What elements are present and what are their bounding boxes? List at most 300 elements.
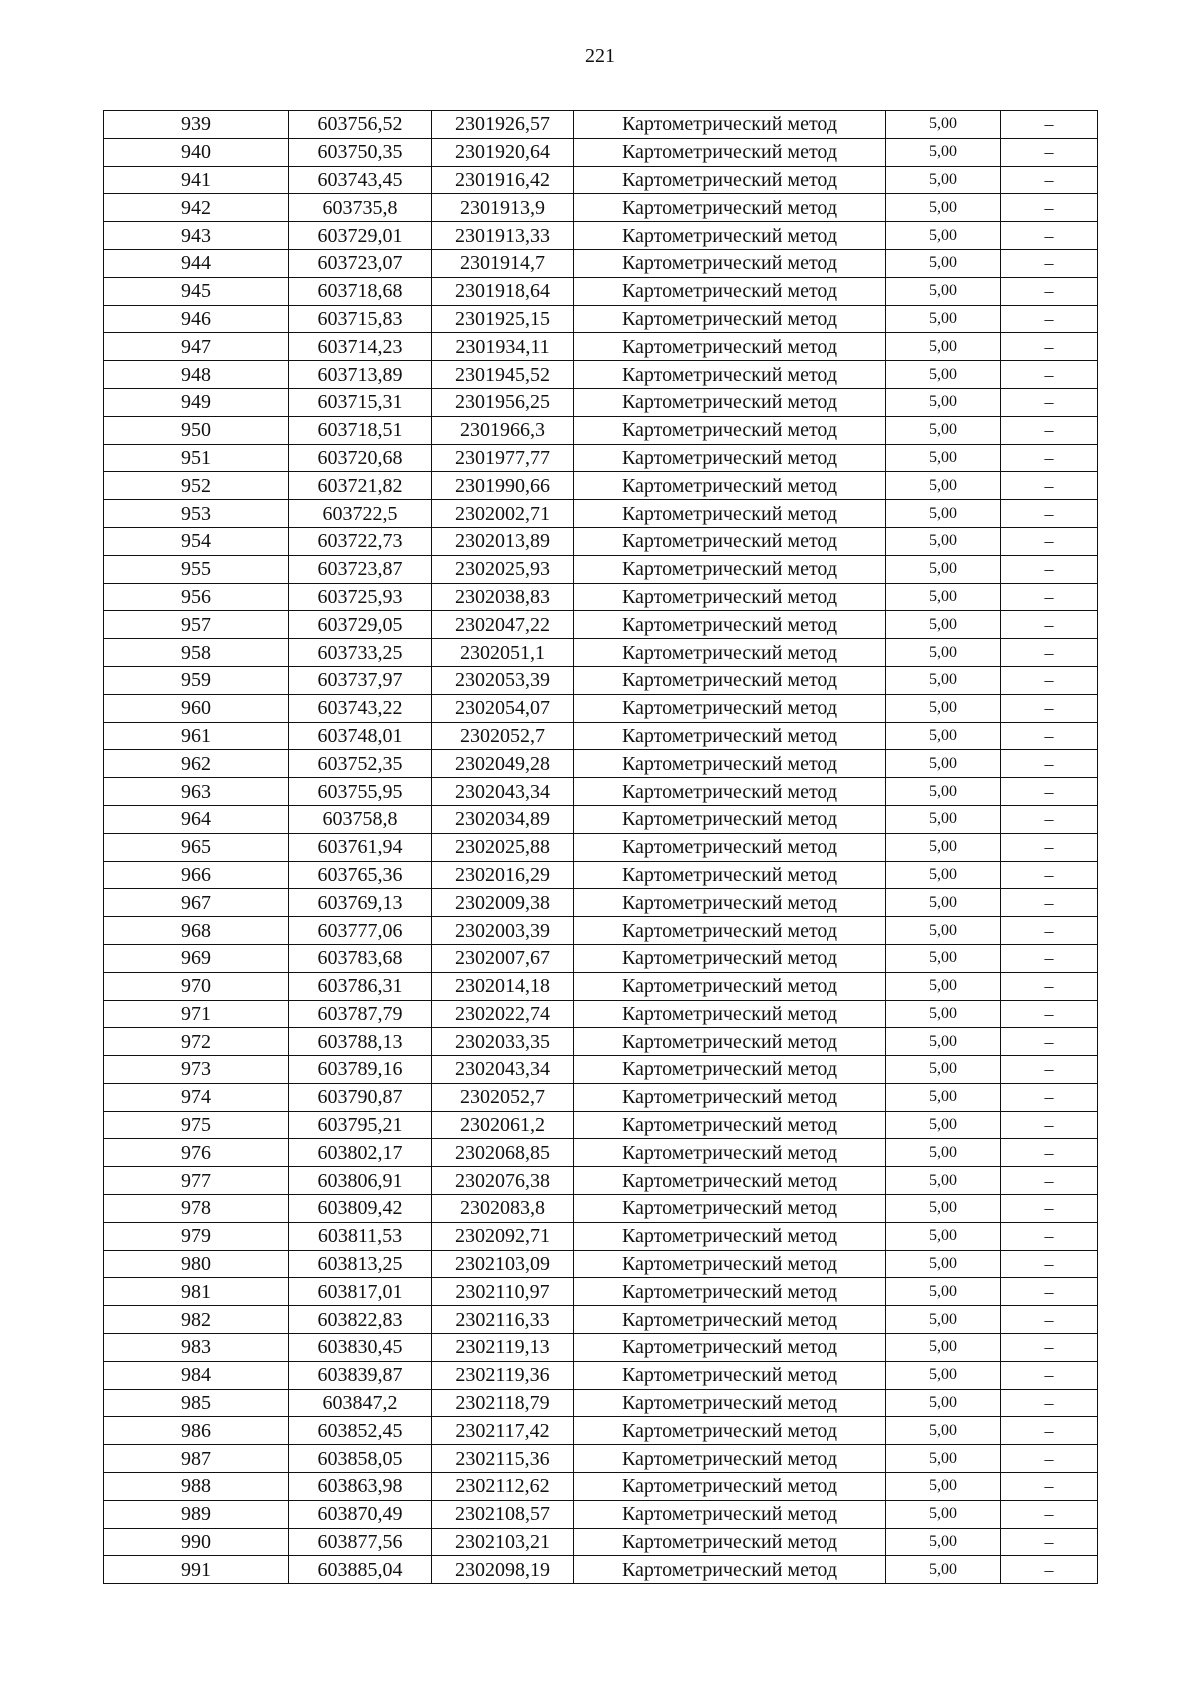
x-coordinate-cell: 603885,04 — [289, 1556, 432, 1584]
y-coordinate-cell: 2301934,11 — [432, 333, 574, 361]
x-coordinate-cell: 603852,45 — [289, 1417, 432, 1445]
empty-value-cell: – — [1001, 666, 1098, 694]
method-cell: Картометрический метод — [574, 1111, 886, 1139]
y-coordinate-cell: 2302112,62 — [432, 1473, 574, 1501]
table-row — [104, 944, 1098, 972]
point-number-cell: 978 — [104, 1195, 289, 1223]
x-coordinate-cell: 603722,73 — [289, 527, 432, 555]
y-coordinate-cell: 2302117,42 — [432, 1417, 574, 1445]
table-row — [104, 1306, 1098, 1334]
method-cell: Картометрический метод — [574, 1167, 886, 1195]
point-number-cell: 988 — [104, 1473, 289, 1501]
x-coordinate-cell: 603737,97 — [289, 666, 432, 694]
x-coordinate-cell: 603718,68 — [289, 277, 432, 305]
method-cell: Картометрический метод — [574, 1083, 886, 1111]
empty-value-cell: – — [1001, 1167, 1098, 1195]
table-row — [104, 166, 1098, 194]
method-cell: Картометрический метод — [574, 1250, 886, 1278]
method-cell: Картометрический метод — [574, 639, 886, 667]
empty-value-cell: – — [1001, 1445, 1098, 1473]
accuracy-cell: 5,00 — [886, 666, 1001, 694]
accuracy-cell: 5,00 — [886, 1334, 1001, 1362]
y-coordinate-cell: 2302014,18 — [432, 972, 574, 1000]
x-coordinate-cell: 603723,87 — [289, 555, 432, 583]
method-cell: Картометрический метод — [574, 472, 886, 500]
accuracy-cell: 5,00 — [886, 861, 1001, 889]
y-coordinate-cell: 2301913,9 — [432, 194, 574, 222]
table-row — [104, 555, 1098, 583]
method-cell: Картометрический метод — [574, 1278, 886, 1306]
point-number-cell: 953 — [104, 500, 289, 528]
y-coordinate-cell: 2302054,07 — [432, 694, 574, 722]
accuracy-cell: 5,00 — [886, 1389, 1001, 1417]
accuracy-cell: 5,00 — [886, 889, 1001, 917]
x-coordinate-cell: 603830,45 — [289, 1334, 432, 1362]
y-coordinate-cell: 2302103,09 — [432, 1250, 574, 1278]
method-cell: Картометрический метод — [574, 1139, 886, 1167]
method-cell: Картометрический метод — [574, 1056, 886, 1084]
y-coordinate-cell: 2301913,33 — [432, 222, 574, 250]
empty-value-cell: – — [1001, 1500, 1098, 1528]
y-coordinate-cell: 2301945,52 — [432, 361, 574, 389]
x-coordinate-cell: 603729,01 — [289, 222, 432, 250]
point-number-cell: 979 — [104, 1222, 289, 1250]
empty-value-cell: – — [1001, 1334, 1098, 1362]
table-row — [104, 333, 1098, 361]
point-number-cell: 971 — [104, 1000, 289, 1028]
x-coordinate-cell: 603721,82 — [289, 472, 432, 500]
empty-value-cell: – — [1001, 861, 1098, 889]
x-coordinate-cell: 603729,05 — [289, 611, 432, 639]
empty-value-cell: – — [1001, 583, 1098, 611]
method-cell: Картометрический метод — [574, 1334, 886, 1362]
point-number-cell: 942 — [104, 194, 289, 222]
x-coordinate-cell: 603790,87 — [289, 1083, 432, 1111]
empty-value-cell: – — [1001, 1473, 1098, 1501]
point-number-cell: 958 — [104, 639, 289, 667]
y-coordinate-cell: 2302108,57 — [432, 1500, 574, 1528]
x-coordinate-cell: 603839,87 — [289, 1361, 432, 1389]
x-coordinate-cell: 603795,21 — [289, 1111, 432, 1139]
y-coordinate-cell: 2302007,67 — [432, 944, 574, 972]
x-coordinate-cell: 603755,95 — [289, 778, 432, 806]
accuracy-cell: 5,00 — [886, 1195, 1001, 1223]
empty-value-cell: – — [1001, 917, 1098, 945]
empty-value-cell: – — [1001, 444, 1098, 472]
method-cell: Картометрический метод — [574, 222, 886, 250]
empty-value-cell: – — [1001, 778, 1098, 806]
empty-value-cell: – — [1001, 1195, 1098, 1223]
x-coordinate-cell: 603756,52 — [289, 111, 432, 139]
y-coordinate-cell: 2302016,29 — [432, 861, 574, 889]
table-row — [104, 722, 1098, 750]
empty-value-cell: – — [1001, 1556, 1098, 1584]
method-cell: Картометрический метод — [574, 694, 886, 722]
point-number-cell: 949 — [104, 388, 289, 416]
empty-value-cell: – — [1001, 555, 1098, 583]
empty-value-cell: – — [1001, 1528, 1098, 1556]
accuracy-cell: 5,00 — [886, 1083, 1001, 1111]
method-cell: Картометрический метод — [574, 527, 886, 555]
table-row — [104, 194, 1098, 222]
point-number-cell: 969 — [104, 944, 289, 972]
accuracy-cell: 5,00 — [886, 611, 1001, 639]
point-number-cell: 943 — [104, 222, 289, 250]
x-coordinate-cell: 603761,94 — [289, 833, 432, 861]
method-cell: Картометрический метод — [574, 833, 886, 861]
y-coordinate-cell: 2301916,42 — [432, 166, 574, 194]
y-coordinate-cell: 2302009,38 — [432, 889, 574, 917]
x-coordinate-cell: 603847,2 — [289, 1389, 432, 1417]
table-row — [104, 1028, 1098, 1056]
y-coordinate-cell: 2302083,8 — [432, 1195, 574, 1223]
point-number-cell: 975 — [104, 1111, 289, 1139]
point-number-cell: 974 — [104, 1083, 289, 1111]
point-number-cell: 962 — [104, 750, 289, 778]
page-number: 221 — [585, 45, 615, 67]
point-number-cell: 959 — [104, 666, 289, 694]
table-row — [104, 1556, 1098, 1584]
point-number-cell: 945 — [104, 277, 289, 305]
method-cell: Картометрический метод — [574, 972, 886, 1000]
accuracy-cell: 5,00 — [886, 1250, 1001, 1278]
point-number-cell: 972 — [104, 1028, 289, 1056]
y-coordinate-cell: 2301918,64 — [432, 277, 574, 305]
method-cell: Картометрический метод — [574, 611, 886, 639]
accuracy-cell: 5,00 — [886, 1278, 1001, 1306]
x-coordinate-cell: 603811,53 — [289, 1222, 432, 1250]
method-cell: Картометрический метод — [574, 1195, 886, 1223]
x-coordinate-cell: 603786,31 — [289, 972, 432, 1000]
empty-value-cell: – — [1001, 166, 1098, 194]
x-coordinate-cell: 603858,05 — [289, 1445, 432, 1473]
x-coordinate-cell: 603813,25 — [289, 1250, 432, 1278]
method-cell: Картометрический метод — [574, 805, 886, 833]
point-number-cell: 966 — [104, 861, 289, 889]
y-coordinate-cell: 2302118,79 — [432, 1389, 574, 1417]
x-coordinate-cell: 603789,16 — [289, 1056, 432, 1084]
point-number-cell: 977 — [104, 1167, 289, 1195]
x-coordinate-cell: 603750,35 — [289, 138, 432, 166]
point-number-cell: 965 — [104, 833, 289, 861]
accuracy-cell: 5,00 — [886, 388, 1001, 416]
y-coordinate-cell: 2302033,35 — [432, 1028, 574, 1056]
empty-value-cell: – — [1001, 111, 1098, 139]
accuracy-cell: 5,00 — [886, 1556, 1001, 1584]
method-cell: Картометрический метод — [574, 750, 886, 778]
accuracy-cell: 5,00 — [886, 1528, 1001, 1556]
accuracy-cell: 5,00 — [886, 1139, 1001, 1167]
accuracy-cell: 5,00 — [886, 1167, 1001, 1195]
y-coordinate-cell: 2302047,22 — [432, 611, 574, 639]
empty-value-cell: – — [1001, 972, 1098, 1000]
point-number-cell: 976 — [104, 1139, 289, 1167]
point-number-cell: 947 — [104, 333, 289, 361]
table-row — [104, 639, 1098, 667]
point-number-cell: 986 — [104, 1417, 289, 1445]
method-cell: Картометрический метод — [574, 138, 886, 166]
method-cell: Картометрический метод — [574, 361, 886, 389]
y-coordinate-cell: 2302103,21 — [432, 1528, 574, 1556]
method-cell: Картометрический метод — [574, 249, 886, 277]
accuracy-cell: 5,00 — [886, 166, 1001, 194]
empty-value-cell: – — [1001, 1111, 1098, 1139]
point-number-cell: 946 — [104, 305, 289, 333]
method-cell: Картометрический метод — [574, 500, 886, 528]
table-row — [104, 249, 1098, 277]
y-coordinate-cell: 2302076,38 — [432, 1167, 574, 1195]
table-row — [104, 388, 1098, 416]
y-coordinate-cell: 2302013,89 — [432, 527, 574, 555]
method-cell: Картометрический метод — [574, 583, 886, 611]
x-coordinate-cell: 603806,91 — [289, 1167, 432, 1195]
x-coordinate-cell: 603822,83 — [289, 1306, 432, 1334]
table-row — [104, 972, 1098, 1000]
point-number-cell: 960 — [104, 694, 289, 722]
point-number-cell: 964 — [104, 805, 289, 833]
table-row — [104, 416, 1098, 444]
point-number-cell: 963 — [104, 778, 289, 806]
table-row — [104, 305, 1098, 333]
x-coordinate-cell: 603743,45 — [289, 166, 432, 194]
x-coordinate-cell: 603870,49 — [289, 1500, 432, 1528]
empty-value-cell: – — [1001, 1306, 1098, 1334]
y-coordinate-cell: 2302051,1 — [432, 639, 574, 667]
y-coordinate-cell: 2301914,7 — [432, 249, 574, 277]
empty-value-cell: – — [1001, 1250, 1098, 1278]
method-cell: Картометрический метод — [574, 1028, 886, 1056]
method-cell: Картометрический метод — [574, 722, 886, 750]
accuracy-cell: 5,00 — [886, 944, 1001, 972]
x-coordinate-cell: 603723,07 — [289, 249, 432, 277]
x-coordinate-cell: 603733,25 — [289, 639, 432, 667]
method-cell: Картометрический метод — [574, 1500, 886, 1528]
empty-value-cell: – — [1001, 527, 1098, 555]
empty-value-cell: – — [1001, 611, 1098, 639]
y-coordinate-cell: 2302038,83 — [432, 583, 574, 611]
accuracy-cell: 5,00 — [886, 222, 1001, 250]
empty-value-cell: – — [1001, 333, 1098, 361]
point-number-cell: 944 — [104, 249, 289, 277]
point-number-cell: 941 — [104, 166, 289, 194]
method-cell: Картометрический метод — [574, 666, 886, 694]
method-cell: Картометрический метод — [574, 1306, 886, 1334]
empty-value-cell: – — [1001, 1028, 1098, 1056]
table-row — [104, 1139, 1098, 1167]
accuracy-cell: 5,00 — [886, 527, 1001, 555]
accuracy-cell: 5,00 — [886, 555, 1001, 583]
x-coordinate-cell: 603735,8 — [289, 194, 432, 222]
empty-value-cell: – — [1001, 805, 1098, 833]
accuracy-cell: 5,00 — [886, 722, 1001, 750]
table-row — [104, 694, 1098, 722]
table-row — [104, 750, 1098, 778]
empty-value-cell: – — [1001, 500, 1098, 528]
coordinates-table-body — [104, 111, 1098, 1584]
point-number-cell: 989 — [104, 1500, 289, 1528]
empty-value-cell: – — [1001, 1056, 1098, 1084]
y-coordinate-cell: 2301920,64 — [432, 138, 574, 166]
y-coordinate-cell: 2302098,19 — [432, 1556, 574, 1584]
y-coordinate-cell: 2302043,34 — [432, 778, 574, 806]
y-coordinate-cell: 2302025,88 — [432, 833, 574, 861]
empty-value-cell: – — [1001, 1083, 1098, 1111]
table-row — [104, 1389, 1098, 1417]
point-number-cell: 968 — [104, 917, 289, 945]
x-coordinate-cell: 603788,13 — [289, 1028, 432, 1056]
y-coordinate-cell: 2302053,39 — [432, 666, 574, 694]
accuracy-cell: 5,00 — [886, 1361, 1001, 1389]
point-number-cell: 973 — [104, 1056, 289, 1084]
accuracy-cell: 5,00 — [886, 972, 1001, 1000]
accuracy-cell: 5,00 — [886, 750, 1001, 778]
table-row — [104, 1222, 1098, 1250]
table-row — [104, 1334, 1098, 1362]
y-coordinate-cell: 2302068,85 — [432, 1139, 574, 1167]
y-coordinate-cell: 2302116,33 — [432, 1306, 574, 1334]
x-coordinate-cell: 603714,23 — [289, 333, 432, 361]
empty-value-cell: – — [1001, 1000, 1098, 1028]
y-coordinate-cell: 2302092,71 — [432, 1222, 574, 1250]
method-cell: Картометрический метод — [574, 1222, 886, 1250]
y-coordinate-cell: 2302119,36 — [432, 1361, 574, 1389]
table-row — [104, 583, 1098, 611]
x-coordinate-cell: 603777,06 — [289, 917, 432, 945]
table-row — [104, 500, 1098, 528]
empty-value-cell: – — [1001, 722, 1098, 750]
method-cell: Картометрический метод — [574, 444, 886, 472]
point-number-cell: 970 — [104, 972, 289, 1000]
empty-value-cell: – — [1001, 194, 1098, 222]
empty-value-cell: – — [1001, 889, 1098, 917]
y-coordinate-cell: 2302022,74 — [432, 1000, 574, 1028]
table-row — [104, 1361, 1098, 1389]
table-row — [104, 1111, 1098, 1139]
accuracy-cell: 5,00 — [886, 639, 1001, 667]
empty-value-cell: – — [1001, 277, 1098, 305]
y-coordinate-cell: 2302043,34 — [432, 1056, 574, 1084]
empty-value-cell: – — [1001, 416, 1098, 444]
y-coordinate-cell: 2301990,66 — [432, 472, 574, 500]
point-number-cell: 956 — [104, 583, 289, 611]
point-number-cell: 984 — [104, 1361, 289, 1389]
empty-value-cell: – — [1001, 1361, 1098, 1389]
method-cell: Картометрический метод — [574, 555, 886, 583]
x-coordinate-cell: 603722,5 — [289, 500, 432, 528]
method-cell: Картометрический метод — [574, 944, 886, 972]
method-cell: Картометрический метод — [574, 388, 886, 416]
accuracy-cell: 5,00 — [886, 694, 1001, 722]
method-cell: Картометрический метод — [574, 778, 886, 806]
method-cell: Картометрический метод — [574, 1528, 886, 1556]
accuracy-cell: 5,00 — [886, 1222, 1001, 1250]
method-cell: Картометрический метод — [574, 305, 886, 333]
x-coordinate-cell: 603758,8 — [289, 805, 432, 833]
accuracy-cell: 5,00 — [886, 833, 1001, 861]
point-number-cell: 948 — [104, 361, 289, 389]
point-number-cell: 983 — [104, 1334, 289, 1362]
y-coordinate-cell: 2301966,3 — [432, 416, 574, 444]
table-row — [104, 917, 1098, 945]
point-number-cell: 939 — [104, 111, 289, 139]
accuracy-cell: 5,00 — [886, 778, 1001, 806]
empty-value-cell: – — [1001, 750, 1098, 778]
accuracy-cell: 5,00 — [886, 249, 1001, 277]
empty-value-cell: – — [1001, 305, 1098, 333]
table-row — [104, 1083, 1098, 1111]
y-coordinate-cell: 2302061,2 — [432, 1111, 574, 1139]
accuracy-cell: 5,00 — [886, 1000, 1001, 1028]
y-coordinate-cell: 2301977,77 — [432, 444, 574, 472]
table-row — [104, 1250, 1098, 1278]
x-coordinate-cell: 603769,13 — [289, 889, 432, 917]
table-row — [104, 472, 1098, 500]
x-coordinate-cell: 603783,68 — [289, 944, 432, 972]
point-number-cell: 980 — [104, 1250, 289, 1278]
empty-value-cell: – — [1001, 639, 1098, 667]
method-cell: Картометрический метод — [574, 277, 886, 305]
method-cell: Картометрический метод — [574, 1389, 886, 1417]
point-number-cell: 961 — [104, 722, 289, 750]
y-coordinate-cell: 2301926,57 — [432, 111, 574, 139]
y-coordinate-cell: 2301925,15 — [432, 305, 574, 333]
point-number-cell: 982 — [104, 1306, 289, 1334]
empty-value-cell: – — [1001, 1417, 1098, 1445]
point-number-cell: 985 — [104, 1389, 289, 1417]
x-coordinate-cell: 603765,36 — [289, 861, 432, 889]
x-coordinate-cell: 603863,98 — [289, 1473, 432, 1501]
point-number-cell: 940 — [104, 138, 289, 166]
table-row — [104, 444, 1098, 472]
method-cell: Картометрический метод — [574, 917, 886, 945]
table-row — [104, 1167, 1098, 1195]
empty-value-cell: – — [1001, 388, 1098, 416]
y-coordinate-cell: 2302025,93 — [432, 555, 574, 583]
accuracy-cell: 5,00 — [886, 1306, 1001, 1334]
accuracy-cell: 5,00 — [886, 1111, 1001, 1139]
method-cell: Картометрический метод — [574, 333, 886, 361]
method-cell: Картометрический метод — [574, 1000, 886, 1028]
y-coordinate-cell: 2302049,28 — [432, 750, 574, 778]
table-row — [104, 1417, 1098, 1445]
accuracy-cell: 5,00 — [886, 1028, 1001, 1056]
y-coordinate-cell: 2302119,13 — [432, 1334, 574, 1362]
x-coordinate-cell: 603752,35 — [289, 750, 432, 778]
table-row — [104, 611, 1098, 639]
point-number-cell: 955 — [104, 555, 289, 583]
method-cell: Картометрический метод — [574, 1445, 886, 1473]
x-coordinate-cell: 603748,01 — [289, 722, 432, 750]
table-row — [104, 666, 1098, 694]
empty-value-cell: – — [1001, 694, 1098, 722]
table-row — [104, 1473, 1098, 1501]
x-coordinate-cell: 603718,51 — [289, 416, 432, 444]
accuracy-cell: 5,00 — [886, 1417, 1001, 1445]
empty-value-cell: – — [1001, 361, 1098, 389]
y-coordinate-cell: 2302110,97 — [432, 1278, 574, 1306]
x-coordinate-cell: 603725,93 — [289, 583, 432, 611]
y-coordinate-cell: 2302002,71 — [432, 500, 574, 528]
method-cell: Картометрический метод — [574, 1556, 886, 1584]
x-coordinate-cell: 603877,56 — [289, 1528, 432, 1556]
table-row — [104, 861, 1098, 889]
table-row — [104, 1056, 1098, 1084]
x-coordinate-cell: 603809,42 — [289, 1195, 432, 1223]
point-number-cell: 950 — [104, 416, 289, 444]
accuracy-cell: 5,00 — [886, 805, 1001, 833]
accuracy-cell: 5,00 — [886, 1473, 1001, 1501]
accuracy-cell: 5,00 — [886, 917, 1001, 945]
